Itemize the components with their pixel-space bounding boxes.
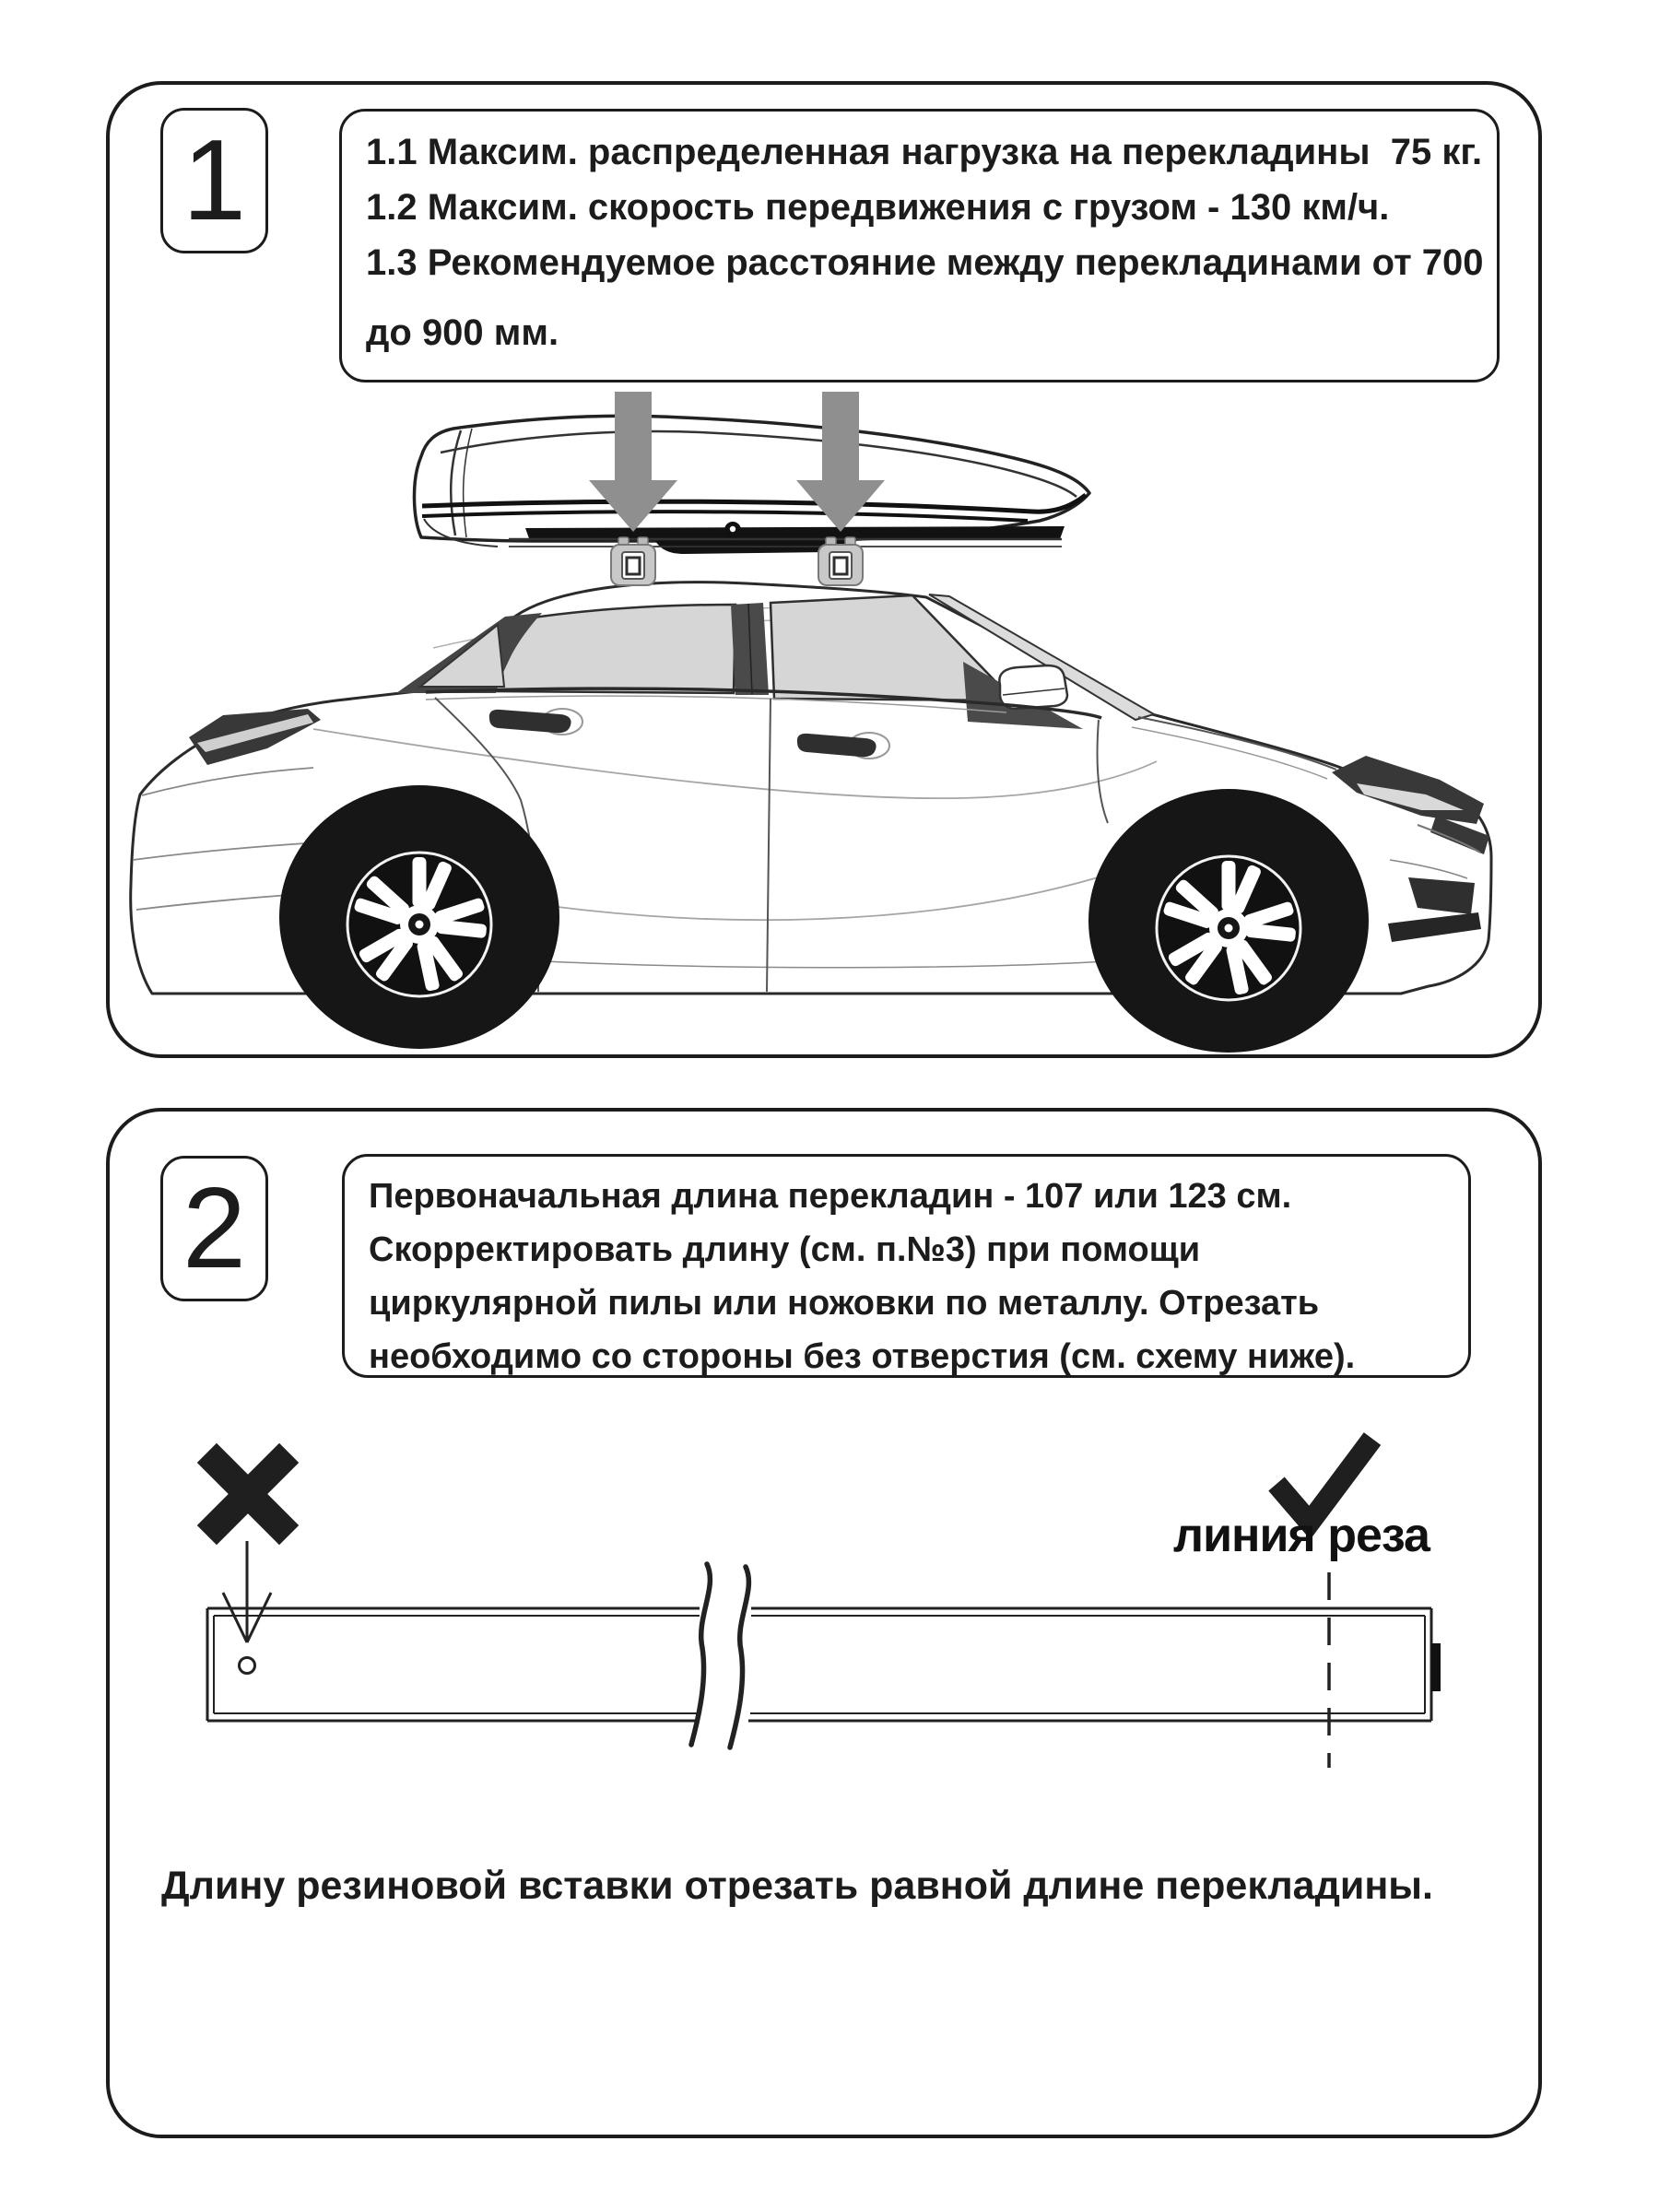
cut-line-label: линия реза — [1173, 1509, 1430, 1562]
quarter-window — [420, 625, 504, 687]
rubber-insert-note: Длину резиновой вставки отрезать равной длине перекладины. — [161, 1864, 1433, 1908]
step1-instruction-box — [339, 109, 1500, 382]
car-illustration — [101, 381, 1558, 1058]
crossbar-cutting-diagram — [106, 1410, 1544, 1834]
break-marks — [691, 1564, 748, 1747]
instruction-line: циркулярной пилы или ножовки по металлу. Отрезать — [369, 1284, 1320, 1323]
end-cap — [1431, 1643, 1441, 1691]
drill-hole — [240, 1658, 255, 1674]
rear-wheel — [279, 785, 559, 1049]
pointer-arrow — [223, 1541, 271, 1642]
mounting-clamp — [818, 537, 863, 585]
roof-box — [414, 416, 1089, 554]
front-wheel — [1088, 789, 1369, 1053]
instruction-line: 1.3 Рекомендуемое расстояние между перекладинами от 700 — [366, 242, 1484, 283]
instruction-line: Скорректировать длину (см. п.№3) при помощи — [369, 1230, 1201, 1269]
step2-instruction-box — [342, 1154, 1471, 1378]
side-mirror — [999, 665, 1067, 709]
instruction-line: до 900 мм. — [366, 312, 559, 353]
instruction-line: 1.1 Максим. распределенная нагрузка на перекладины 75 кг. — [366, 132, 1483, 172]
step2-number: 2 — [182, 1165, 246, 1292]
instruction-line: 1.2 Максим. скорость передвижения с грузом - 130 км/ч. — [366, 187, 1390, 228]
cross-icon — [217, 1463, 279, 1525]
step2-number-badge — [160, 1156, 268, 1301]
step1-number: 1 — [182, 117, 246, 244]
mounting-clamp — [611, 537, 655, 585]
instruction-line: необходимо со стороны без отверстия (см. схему ниже). — [369, 1337, 1356, 1376]
crossbar-profile — [207, 1608, 1431, 1721]
instruction-line: Первоначальная длина перекладин - 107 или 123 см. — [369, 1177, 1292, 1216]
step1-number-badge — [160, 108, 268, 253]
